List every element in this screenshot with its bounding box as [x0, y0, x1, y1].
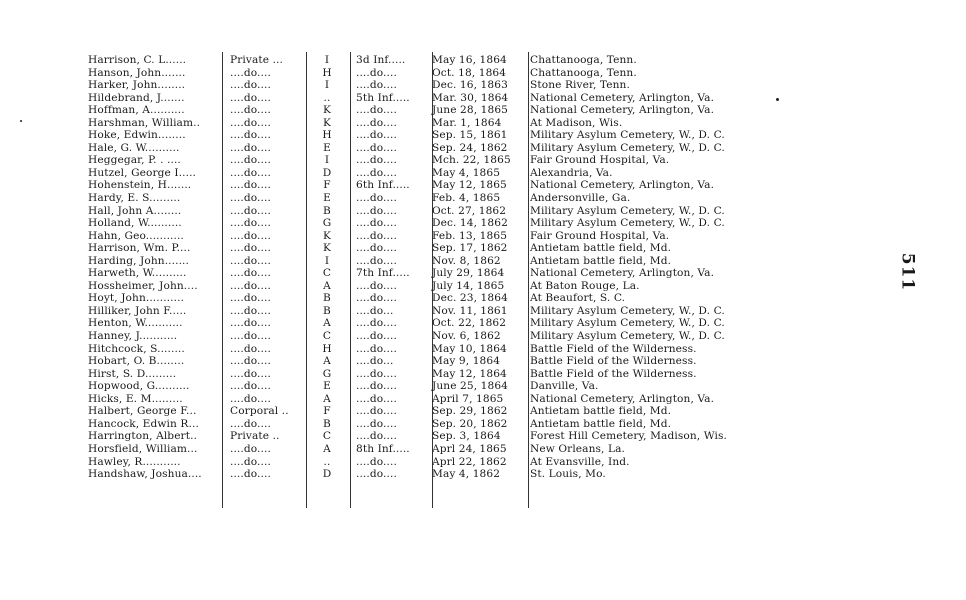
rank-cell: ....do....	[230, 304, 271, 317]
table-row	[88, 317, 788, 330]
company-cell: E	[323, 141, 331, 154]
name-cell: Hohenstein, H.......	[88, 179, 192, 192]
regiment-cell: ....do....	[356, 317, 397, 330]
name-cell: Handshaw, Joshua....	[88, 468, 202, 481]
place-cell: Military Asylum Cemetery, W., D. C.	[530, 317, 725, 330]
rank-cell: ....do....	[230, 267, 271, 280]
date-cell: Nov. 11, 1861	[432, 304, 508, 317]
regiment-cell: ....do....	[356, 192, 397, 205]
regiment-cell: ....do....	[356, 104, 397, 117]
place-cell: Fair Ground Hospital, Va.	[530, 229, 670, 242]
table-row	[88, 343, 788, 356]
date-cell: Aprl 24, 1865	[432, 442, 507, 455]
rank-cell: ....do....	[230, 468, 271, 481]
table-row	[88, 380, 788, 393]
regiment-cell: ....do....	[356, 367, 397, 380]
table-row	[88, 192, 788, 205]
name-cell: Hobart, O. B........	[88, 355, 185, 368]
date-cell: Feb. 4, 1865	[432, 192, 501, 205]
rank-cell: ....do....	[230, 442, 271, 455]
name-cell: Henton, W...........	[88, 317, 183, 330]
date-cell: May 9, 1864	[432, 355, 501, 368]
table-row	[88, 393, 788, 406]
name-cell: Harding, John.......	[88, 254, 189, 267]
regiment-cell: ....do....	[356, 468, 397, 481]
regiment-cell: ....do....	[356, 166, 397, 179]
rank-cell: ....do....	[230, 254, 271, 267]
place-cell: Antietam battle field, Md.	[530, 242, 672, 255]
company-cell: I	[324, 254, 330, 267]
burial-register-table	[88, 54, 788, 481]
place-cell: Andersonville, Ga.	[530, 192, 631, 205]
date-cell: May 12, 1864	[432, 367, 507, 380]
regiment-cell: ....do....	[356, 380, 397, 393]
table-row	[88, 167, 788, 180]
date-cell: Feb. 13, 1865	[432, 229, 508, 242]
company-cell: K	[322, 104, 331, 117]
company-cell: E	[323, 380, 331, 393]
regiment-cell: ....do...	[356, 304, 394, 317]
name-cell: Hoke, Edwin........	[88, 129, 186, 142]
regiment-cell: ....do....	[356, 154, 397, 167]
table-row	[88, 280, 788, 293]
place-cell: Military Asylum Cemetery, W., D. C.	[530, 141, 725, 154]
table-row	[88, 79, 788, 92]
regiment-cell: 6th Inf.....	[356, 179, 410, 192]
place-cell: At Madison, Wis.	[530, 116, 623, 129]
name-cell: Hoffman, A..........	[88, 104, 185, 117]
table-row	[88, 355, 788, 368]
place-cell: Fair Ground Hospital, Va.	[530, 154, 670, 167]
company-cell: I	[324, 79, 330, 92]
rank-cell: ....do....	[230, 154, 271, 167]
place-cell: National Cemetery, Arlington, Va.	[530, 267, 715, 280]
regiment-cell: ....do....	[356, 79, 397, 92]
rank-cell: ....do....	[230, 367, 271, 380]
name-cell: Hanney, J...........	[88, 330, 178, 343]
table-row	[88, 330, 788, 343]
name-cell: Hildebrand, J.......	[88, 91, 185, 104]
regiment-cell: ....do....	[356, 116, 397, 129]
company-cell: B	[323, 417, 331, 430]
date-cell: May 16, 1864	[432, 54, 507, 66]
rank-cell: ....do....	[230, 292, 271, 305]
rank-cell: ....do....	[230, 192, 271, 205]
place-cell: Antietam battle field, Md.	[530, 405, 672, 418]
name-cell: Hahn, Geo...........	[88, 229, 184, 242]
table-row	[88, 430, 788, 443]
ink-speck	[776, 98, 779, 101]
date-cell: June 28, 1865	[432, 104, 509, 117]
date-cell: May 10, 1864	[432, 342, 507, 355]
rank-cell: ....do....	[230, 355, 271, 368]
name-cell: Hall, John A........	[88, 204, 182, 217]
rank-cell: ....do....	[230, 104, 271, 117]
table-row	[88, 154, 788, 167]
regiment-cell: 7th Inf.....	[356, 267, 410, 280]
place-cell: National Cemetery, Arlington, Va.	[530, 91, 715, 104]
rank-cell: ....do....	[230, 317, 271, 330]
date-cell: Oct. 22, 1862	[432, 317, 507, 330]
company-cell: F	[323, 405, 331, 418]
name-cell: Hopwood, G..........	[88, 380, 190, 393]
place-cell: Battle Field of the Wilderness.	[530, 367, 697, 380]
place-cell: Military Asylum Cemetery, W., D. C.	[530, 217, 725, 230]
rank-cell: ....do....	[230, 79, 271, 92]
regiment-cell: ....do...	[356, 355, 394, 368]
regiment-cell: ....do....	[356, 292, 397, 305]
table-row	[88, 142, 788, 155]
rank-cell: ....do....	[230, 455, 271, 468]
table-row	[88, 230, 788, 243]
date-cell: May 4, 1865	[432, 166, 501, 179]
name-cell: Hitchcock, S........	[88, 342, 185, 355]
place-cell: National Cemetery, Arlington, Va.	[530, 179, 715, 192]
company-cell: D	[322, 468, 332, 481]
regiment-cell: ....do....	[356, 417, 397, 430]
name-cell: Harshman, William..	[88, 116, 201, 129]
date-cell: Mar. 1, 1864	[432, 116, 502, 129]
table-row	[88, 418, 788, 431]
company-cell: A	[323, 355, 331, 368]
name-cell: Harrington, Albert..	[88, 430, 198, 443]
company-cell: A	[323, 392, 331, 405]
place-cell: Chattanooga, Tenn.	[530, 66, 637, 79]
date-cell: Nov. 6, 1862	[432, 330, 501, 343]
name-cell: Horsfield, William...	[88, 442, 198, 455]
name-cell: Holland, W..........	[88, 217, 182, 230]
rank-cell: ....do....	[230, 141, 271, 154]
company-cell: G	[322, 367, 332, 380]
name-cell: Hanson, John.......	[88, 66, 186, 79]
ink-speck	[20, 120, 22, 122]
company-cell: A	[323, 279, 331, 292]
place-cell: Antietam battle field, Md.	[530, 254, 672, 267]
place-cell: Stone River, Tenn.	[530, 79, 630, 92]
name-cell: Hutzel, George I.....	[88, 166, 197, 179]
regiment-cell: ....do....	[356, 392, 397, 405]
date-cell: Sep. 29, 1862	[432, 405, 508, 418]
date-cell: Dec. 16, 1863	[432, 79, 508, 92]
table-row	[88, 104, 788, 117]
regiment-cell: ....do....	[356, 66, 397, 79]
date-cell: July 29, 1864	[432, 267, 505, 280]
name-cell: Harker, John........	[88, 79, 186, 92]
company-cell: C	[322, 430, 332, 443]
date-cell: Aprl 22, 1862	[432, 455, 507, 468]
company-cell: E	[323, 192, 331, 205]
company-cell: I	[324, 54, 330, 66]
name-cell: Hilliker, John F.....	[88, 304, 187, 317]
rank-cell: Private ...	[230, 54, 283, 66]
table-row	[88, 205, 788, 218]
name-cell: Harrison, C. L......	[88, 54, 187, 66]
table-row	[88, 456, 788, 469]
rank-cell: ....do....	[230, 242, 271, 255]
place-cell: Danville, Va.	[530, 380, 599, 393]
rank-cell: ....do....	[230, 179, 271, 192]
company-cell: B	[323, 204, 331, 217]
place-cell: At Beaufort, S. C.	[530, 292, 626, 305]
regiment-cell: ....do....	[356, 141, 397, 154]
name-cell: Harweth, W..........	[88, 267, 187, 280]
regiment-cell: 3d Inf.....	[356, 54, 406, 66]
rank-cell: ....do....	[230, 91, 271, 104]
table-row	[88, 255, 788, 268]
regiment-cell: ....do....	[356, 405, 397, 418]
date-cell: Sep. 17, 1862	[432, 242, 508, 255]
date-cell: Sep. 3, 1864	[432, 430, 501, 443]
date-cell: May 4, 1862	[432, 468, 501, 481]
rank-cell: ....do....	[230, 66, 271, 79]
regiment-cell: ....do....	[356, 430, 397, 443]
regiment-cell: 8th Inf.....	[356, 442, 410, 455]
name-cell: Hossheimer, John....	[88, 279, 198, 292]
place-cell: Battle Field of the Wilderness.	[530, 342, 697, 355]
rank-cell: ....do....	[230, 204, 271, 217]
rank-cell: ....do....	[230, 129, 271, 142]
place-cell: Military Asylum Cemetery, W., D. C.	[530, 129, 725, 142]
date-cell: April 7, 1865	[432, 392, 504, 405]
company-cell: A	[323, 442, 331, 455]
rank-cell: ....do....	[230, 116, 271, 129]
company-cell: H	[322, 129, 332, 142]
page-number: 511	[897, 252, 918, 292]
date-cell: Sep. 20, 1862	[432, 417, 508, 430]
table-row	[88, 468, 788, 481]
table-row	[88, 67, 788, 80]
company-cell: D	[322, 166, 332, 179]
rank-cell: Private ..	[230, 430, 280, 443]
company-cell: A	[323, 317, 331, 330]
company-cell: I	[324, 154, 330, 167]
regiment-cell: ....do....	[356, 217, 397, 230]
table-row	[88, 267, 788, 280]
regiment-cell: ....do....	[356, 204, 397, 217]
date-cell: Nov. 8, 1862	[432, 254, 501, 267]
regiment-cell: ....do....	[356, 254, 397, 267]
company-cell: K	[322, 242, 331, 255]
regiment-cell: ....do....	[356, 242, 397, 255]
company-cell: ..	[323, 91, 331, 104]
table-row	[88, 405, 788, 418]
rank-cell: ....do....	[230, 342, 271, 355]
company-cell: ..	[323, 455, 331, 468]
table-row	[88, 368, 788, 381]
name-cell: Hardy, E. S.........	[88, 192, 181, 205]
company-cell: C	[322, 330, 332, 343]
company-cell: C	[322, 267, 332, 280]
date-cell: Sep. 24, 1862	[432, 141, 508, 154]
regiment-cell: ....do....	[356, 330, 397, 343]
date-cell: June 25, 1864	[432, 380, 509, 393]
rank-cell: ....do....	[230, 217, 271, 230]
table-row	[88, 292, 788, 305]
place-cell: Battle Field of the Wilderness.	[530, 355, 697, 368]
date-cell: Dec. 23, 1864	[432, 292, 508, 305]
regiment-cell: ....do....	[356, 279, 397, 292]
name-cell: Hancock, Edwin R...	[88, 417, 199, 430]
date-cell: Sep. 15, 1861	[432, 129, 508, 142]
date-cell: Mch. 22, 1865	[432, 154, 511, 167]
rank-cell: ....do....	[230, 392, 271, 405]
table-row	[88, 117, 788, 130]
table-row	[88, 54, 788, 67]
name-cell: Hirst, S. D.........	[88, 367, 177, 380]
table-row	[88, 305, 788, 318]
table-row	[88, 242, 788, 255]
place-cell: Forest Hill Cemetery, Madison, Wis.	[530, 430, 728, 443]
rank-cell: ....do....	[230, 229, 271, 242]
regiment-cell: 5th Inf.....	[356, 91, 410, 104]
rank-cell: ....do....	[230, 380, 271, 393]
name-cell: Harrison, Wm. P....	[88, 242, 191, 255]
date-cell: Oct. 18, 1864	[432, 66, 507, 79]
company-cell: K	[322, 116, 331, 129]
date-cell: Oct. 27, 1862	[432, 204, 507, 217]
place-cell: At Baton Rouge, La.	[530, 279, 640, 292]
table-row	[88, 129, 788, 142]
place-cell: Military Asylum Cemetery, W., D. C.	[530, 330, 725, 343]
rank-cell: ....do....	[230, 330, 271, 343]
name-cell: Halbert, George F...	[88, 405, 197, 418]
table-row	[88, 179, 788, 192]
date-cell: May 12, 1865	[432, 179, 507, 192]
regiment-cell: ....do....	[356, 129, 397, 142]
place-cell: At Evansville, Ind.	[530, 455, 630, 468]
rank-cell: ....do....	[230, 417, 271, 430]
regiment-cell: ....do....	[356, 455, 397, 468]
rank-cell: ....do....	[230, 279, 271, 292]
company-cell: B	[323, 304, 331, 317]
place-cell: National Cemetery, Arlington, Va.	[530, 104, 715, 117]
place-cell: Military Asylum Cemetery, W., D. C.	[530, 204, 725, 217]
place-cell: New Orleans, La.	[530, 442, 626, 455]
table-row	[88, 443, 788, 456]
name-cell: Hawley, R...........	[88, 455, 181, 468]
name-cell: Hoyt, John...........	[88, 292, 185, 305]
date-cell: Dec. 14, 1862	[432, 217, 508, 230]
place-cell: Military Asylum Cemetery, W., D. C.	[530, 304, 725, 317]
company-cell: B	[323, 292, 331, 305]
date-cell: July 14, 1865	[432, 279, 505, 292]
place-cell: National Cemetery, Arlington, Va.	[530, 392, 715, 405]
company-cell: K	[322, 229, 331, 242]
place-cell: St. Louis, Mo.	[530, 468, 606, 481]
regiment-cell: ....do....	[356, 342, 397, 355]
date-cell: Mar. 30, 1864	[432, 91, 509, 104]
company-cell: F	[323, 179, 331, 192]
place-cell: Chattanooga, Tenn.	[530, 54, 637, 66]
place-cell: Antietam battle field, Md.	[530, 417, 672, 430]
place-cell: Alexandria, Va.	[530, 166, 613, 179]
regiment-cell: ....do....	[356, 229, 397, 242]
rank-cell: Corporal ..	[230, 405, 289, 418]
table-row	[88, 217, 788, 230]
name-cell: Heggegar, P. . ....	[88, 154, 181, 167]
name-cell: Hale, G. W..........	[88, 141, 180, 154]
name-cell: Hicks, E. M.........	[88, 392, 183, 405]
company-cell: H	[322, 66, 332, 79]
company-cell: G	[322, 217, 332, 230]
company-cell: H	[322, 342, 332, 355]
table-row	[88, 92, 788, 105]
rank-cell: ....do....	[230, 166, 271, 179]
